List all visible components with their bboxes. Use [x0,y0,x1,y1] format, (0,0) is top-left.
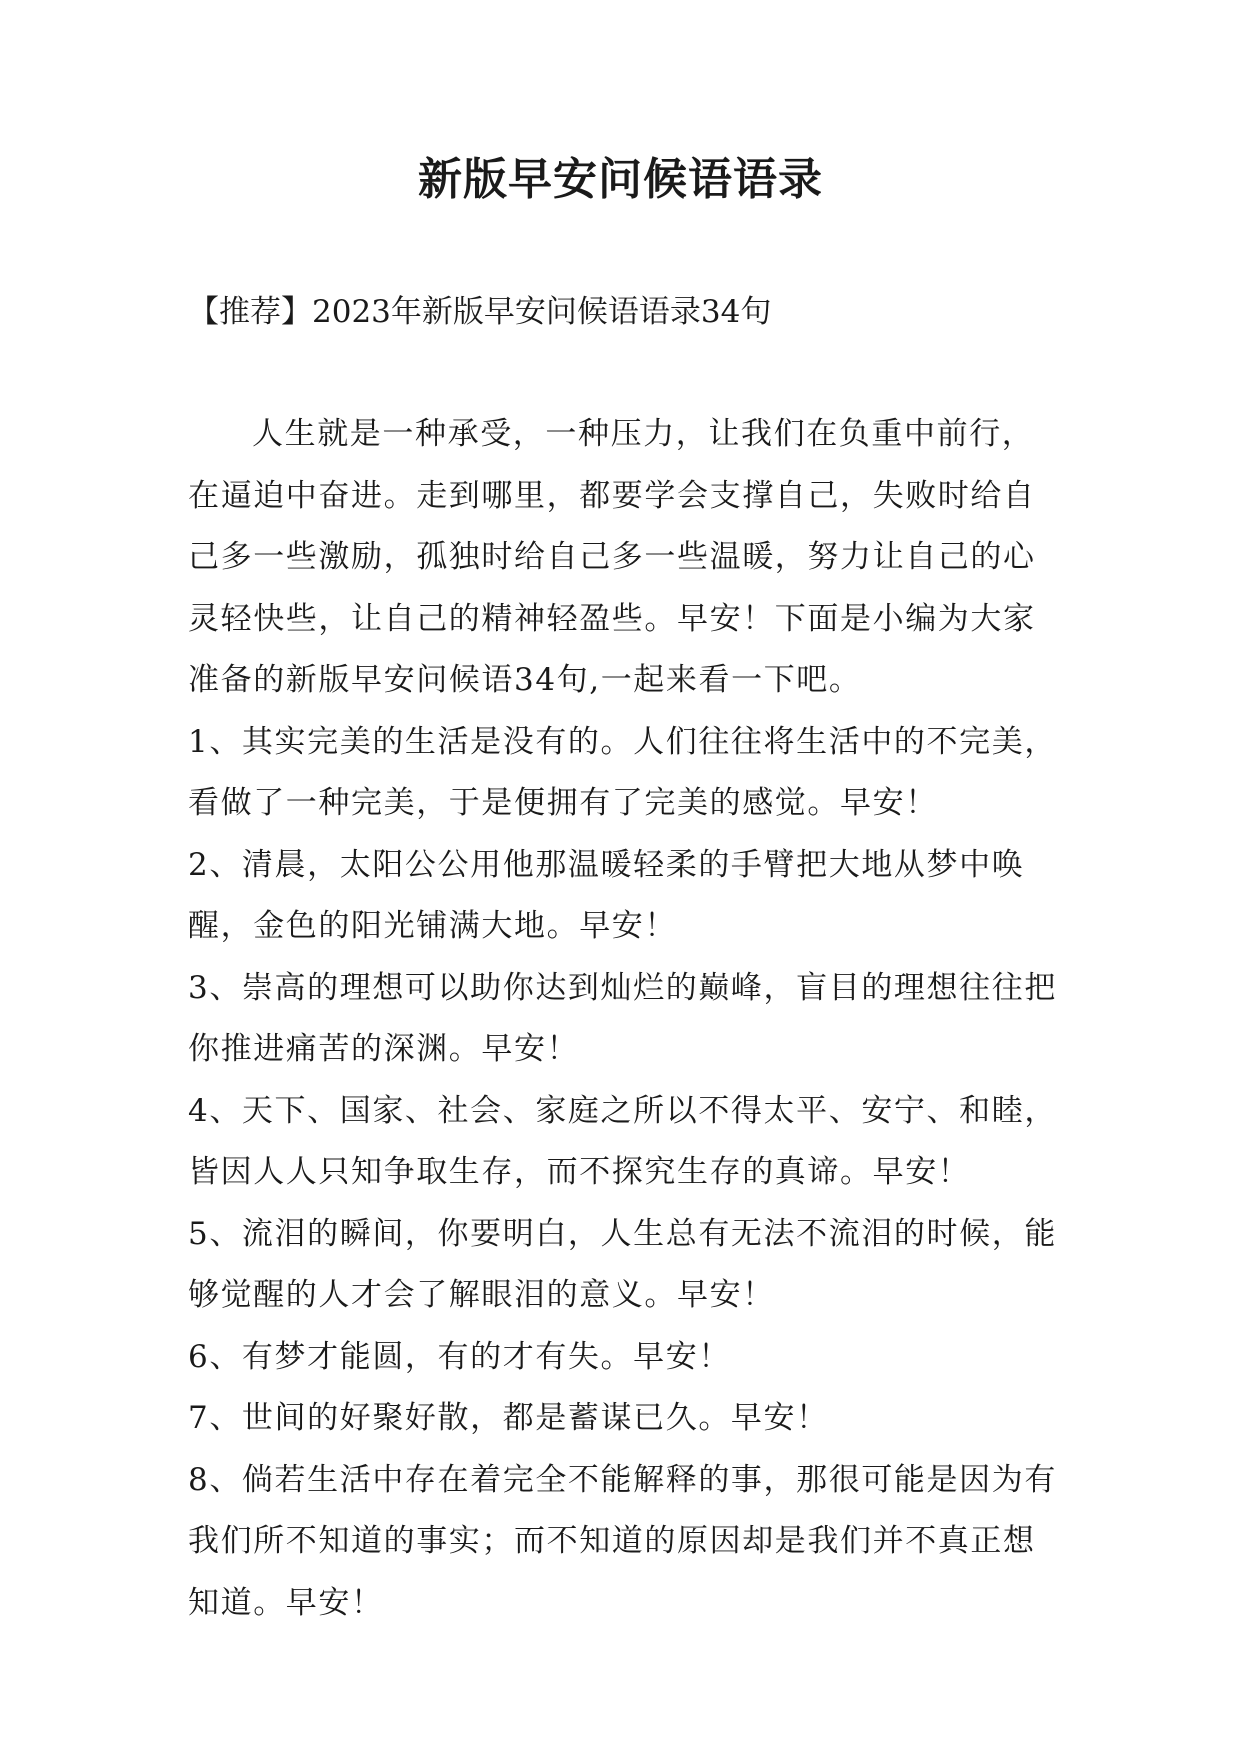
list-item-3: 3、崇高的理想可以助你达到灿烂的巅峰，盲目的理想往往把你推进痛苦的深渊。早安！ [188,969,1057,1067]
list-item-4: 4、天下、国家、社会、家庭之所以不得太平、安宁、和睦，皆因人人只知争取生存，而不探究生存的真谛。早安！ [188,1092,1057,1190]
list-item-8: 8、倘若生活中存在着完全不能解释的事，那很可能是因为有我们所不知道的事实；而不知道的原因却是我们并不真正想知道。早安！ [188,1461,1057,1621]
list-item-6: 6、有梦才能圆，有的才有失。早安！ [188,1338,731,1375]
list-item-1: 1、其实完美的生活是没有的。人们往往将生活中的不完美，看做了一种完美，于是便拥有了完美的感觉。早安！ [188,723,1057,821]
intro-paragraph: 人生就是一种承受，一种压力，让我们在负重中前行，在逼迫中奋进。走到哪里，都要学会支撑自己，失败时给自己多一些激励，孤独时给自己多一些温暖，努力让自己的心灵轻快些，让自己的精神轻盈些。早安！下面是小编为大家准备的新版早安问候语34句,一起来看一下吧。 [188,416,1036,698]
list-item-2: 2、清晨，太阳公公用他那温暖轻柔的手臂把大地从梦中唤醒，金色的阳光铺满大地。早安！ [188,846,1025,944]
document-body [188,404,1058,1634]
list-item-5: 5、流泪的瞬间，你要明白，人生总有无法不流泪的时候，能够觉醒的人才会了解眼泪的意义。早安！ [188,1215,1057,1313]
list-item-7: 7、世间的好聚好散，都是蓄谋已久。早安！ [188,1400,829,1436]
document-title: 新版早安问候语语录 [418,154,823,205]
document-subtitle: 【推荐】2023年新版早安问候语语录34句 [188,294,772,330]
